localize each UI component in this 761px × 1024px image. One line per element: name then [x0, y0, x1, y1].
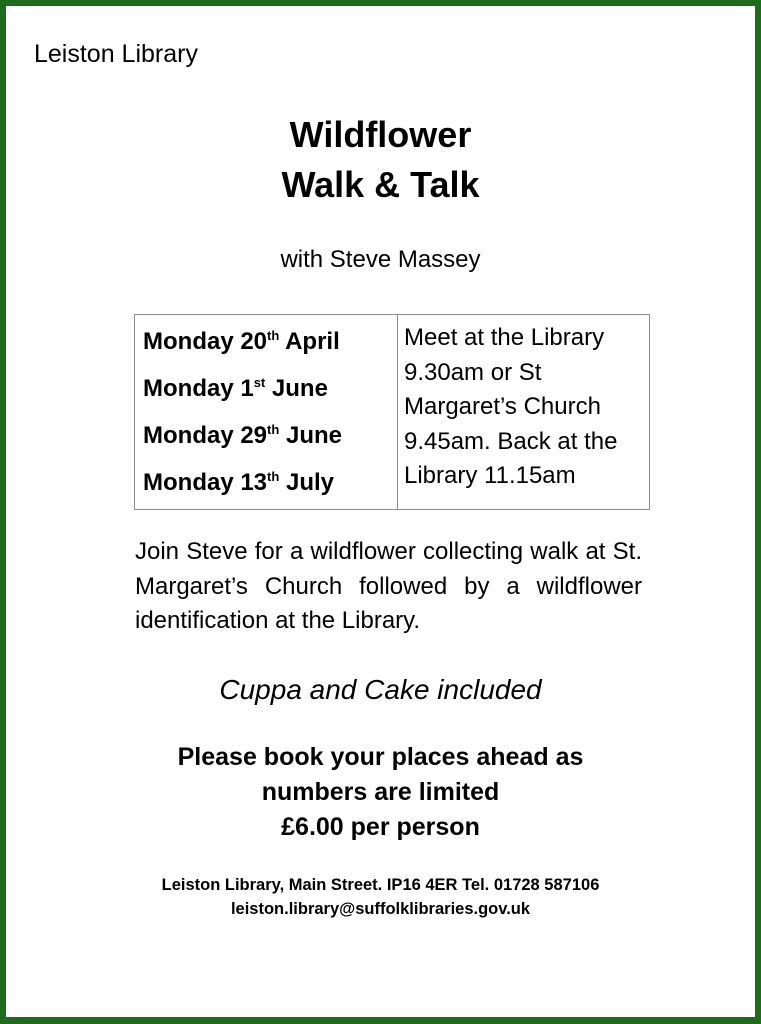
- page-title: [0, 110, 761, 210]
- meeting-line: Library 11.15am: [404, 462, 576, 489]
- meeting-line: Margaret’s Church: [404, 393, 601, 420]
- date-item: Monday 13th July: [143, 469, 335, 496]
- contact-details: [0, 873, 761, 921]
- date-item: Monday 1st June: [143, 375, 328, 402]
- date-item: Monday 20th April: [143, 328, 340, 355]
- schedule-table: [134, 314, 650, 510]
- contact-email: leiston.library@suffolklibraries.gov.uk: [230, 900, 531, 918]
- date-item: Monday 29th June: [143, 422, 342, 449]
- contact-address: Leiston Library, Main Street. IP16 4ER Tel. 01728 587106: [161, 876, 600, 894]
- meeting-info-cell: [398, 315, 650, 510]
- meeting-line: 9.30am or St: [404, 358, 542, 386]
- booking-line-2: numbers are limited: [261, 778, 500, 806]
- title-line-1: Wildflower: [289, 114, 472, 155]
- price: £6.00 per person: [281, 813, 480, 841]
- refreshments-note: Cuppa and Cake included: [219, 674, 542, 705]
- dates-cell: [135, 315, 398, 510]
- meeting-line: 9.45am. Back at the: [404, 427, 618, 455]
- organisation-name: Leiston Library: [34, 40, 198, 68]
- title-line-2: Walk & Talk: [281, 164, 480, 205]
- meeting-line: Meet at the Library: [404, 324, 605, 351]
- booking-line-1: Please book your places ahead as: [177, 743, 584, 771]
- booking-notice: [0, 740, 761, 845]
- presenter-line: with Steve Massey: [280, 246, 481, 273]
- event-description: Join Steve for a wildflower collecting walk at St. Margaret’s Church followed by a wildflower identification at the Library.: [135, 538, 642, 634]
